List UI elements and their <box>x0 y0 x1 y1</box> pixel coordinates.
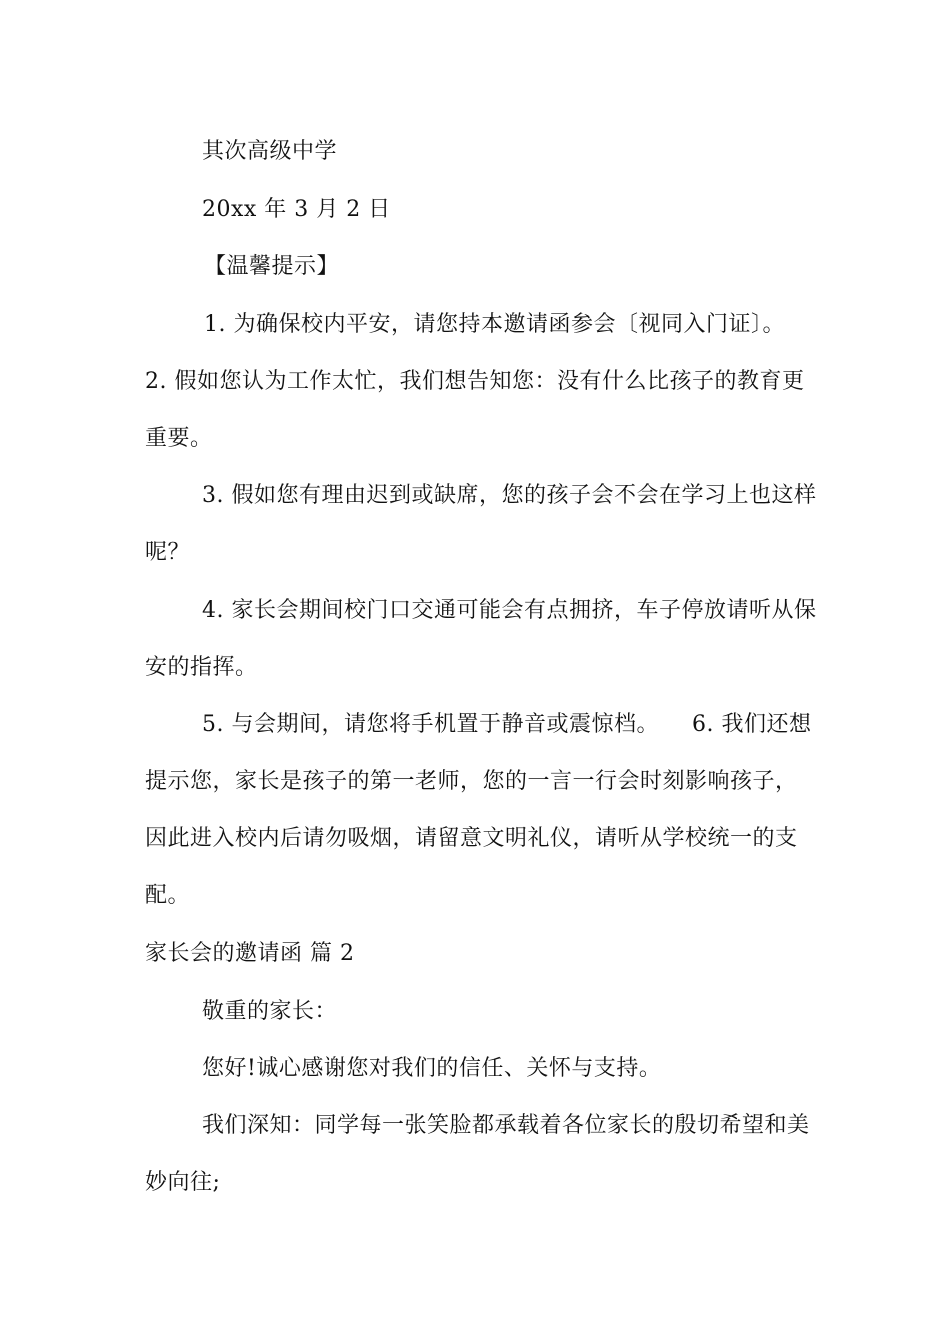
tip-6-line-4: 配。 <box>145 883 191 908</box>
tip-4-line-2: 安的指挥。 <box>145 655 258 680</box>
paragraph-2-line-1: 我们深知：同学每一张笑脸都承载着各位家长的殷切希望和美 <box>202 1113 810 1138</box>
paragraph-2-line-2: 妙向往; <box>145 1170 221 1195</box>
letter-greeting: 敬重的家长： <box>202 999 338 1024</box>
section-heading: 家长会的邀请函 篇 2 <box>145 941 355 966</box>
tip-6-line-3: 因此进入校内后请勿吸烟，请留意文明礼仪，请听从学校统一的支 <box>145 826 798 851</box>
tip-3-line-1: 3. 假如您有理由迟到或缺席，您的孩子会不会在学习上也这样 <box>202 483 817 508</box>
tip-4-line-1: 4. 家长会期间校门口交通可能会有点拥挤，车子停放请听从保 <box>202 598 817 623</box>
tips-heading: 【温馨提示】 <box>204 254 340 279</box>
tip-6-start: 6. 我们还想 <box>692 712 812 737</box>
tip-2-line-2: 重要。 <box>145 426 213 451</box>
tip-2-line-1: 2. 假如您认为工作太忙，我们想告知您：没有什么比孩子的教育更 <box>145 369 805 394</box>
tip-5: 5. 与会期间，请您将手机置于静音或震惊档。 <box>202 712 659 737</box>
letter-date: 20xx 年 3 月 2 日 <box>202 197 391 222</box>
tip-1: 1. 为确保校内平安，请您持本邀请函参会〔视同入门证〕。 <box>204 312 785 337</box>
paragraph-thanks: 您好!诚心感谢您对我们的信任、关怀与支持。 <box>202 1056 662 1081</box>
tip-3-line-2: 呢？ <box>145 540 191 565</box>
tip-6-line-2: 提示您，家长是孩子的第一老师，您的一言一行会时刻影响孩子， <box>145 769 798 794</box>
school-signature: 其次高级中学 <box>202 139 338 164</box>
